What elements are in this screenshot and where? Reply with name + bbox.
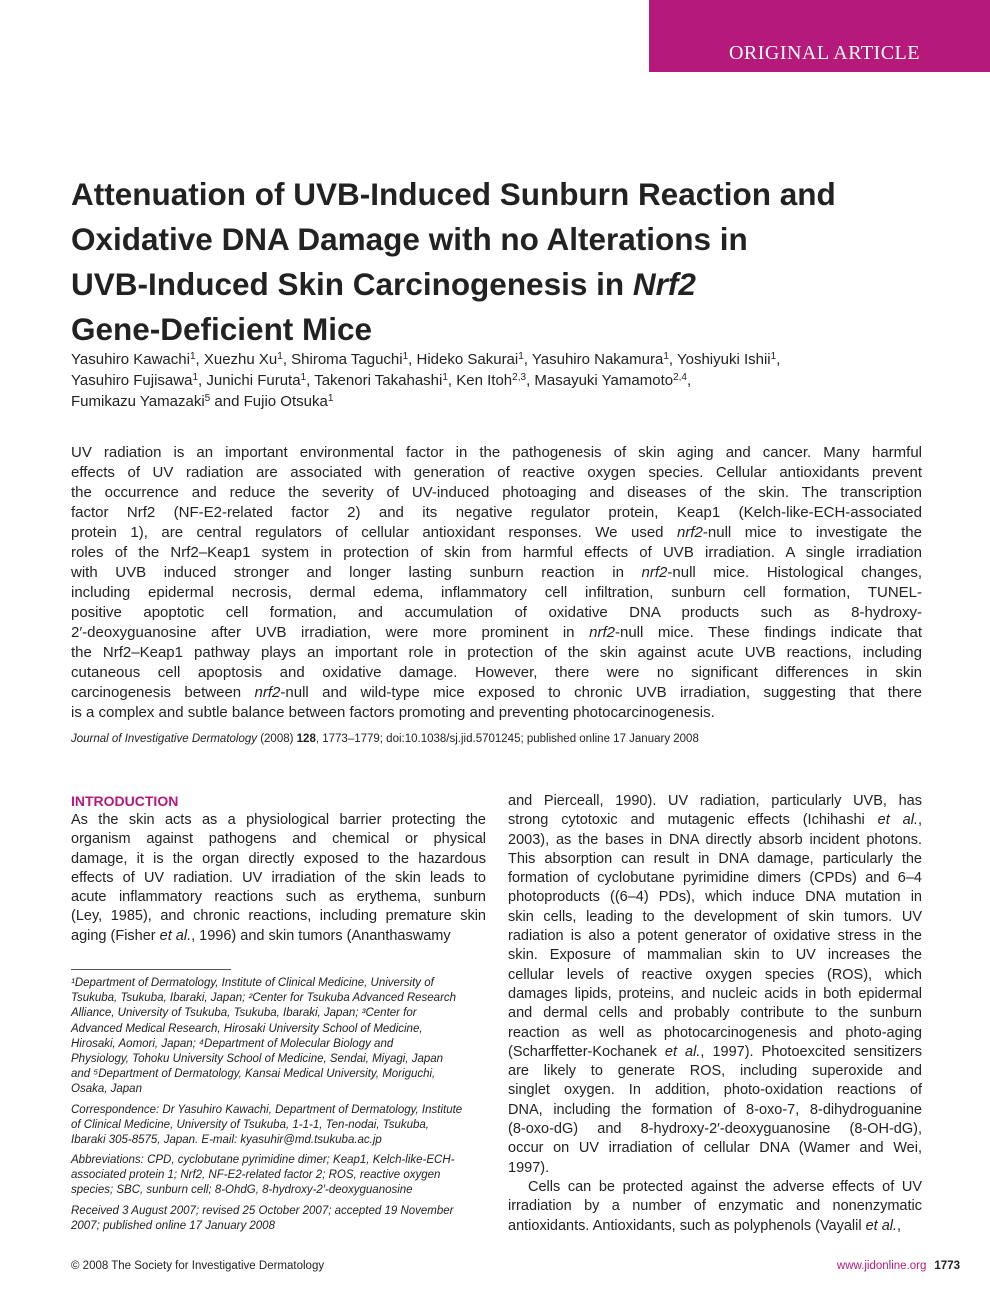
footnote-line: 2007; published online 17 January 2008 bbox=[71, 1219, 275, 1232]
footnote-line: Correspondence: Dr Yasuhiro Kawachi, Department of Dermatology, Institute bbox=[71, 1103, 463, 1116]
body-text-line: organism against pathogens and chemical or physical bbox=[71, 831, 486, 848]
abstract-line: factor Nrf2 (NF-E2-related factor 2) and its negative regulator protein, Keap1 (Kelch-like-ECH-associated bbox=[71, 504, 922, 521]
body-text-line: damage, it is the organ directly exposed to the hazardous bbox=[71, 850, 486, 867]
article-type-label: ORIGINAL ARTICLE bbox=[728, 42, 920, 64]
abstract-line: is a complex and subtle balance between factors promoting and preventing photocarcinogenesis. bbox=[71, 704, 715, 721]
author-name: Yasuhiro Fujisawa bbox=[71, 372, 193, 389]
body-text-line: skin cells, leading to the development of skin tumors. UV bbox=[508, 908, 922, 925]
author-affiliation-number: 1 bbox=[518, 351, 524, 362]
citation-details: , 1773–1779; doi:10.1038/sj.jid.5701245; published online 17 January 2008 bbox=[315, 733, 699, 745]
author-name: Xuezhu Xu bbox=[203, 351, 278, 368]
citation-line bbox=[71, 733, 699, 745]
body-text-line: aging (Fisher et al., 1996) and skin tumors (Ananthaswamy bbox=[71, 927, 451, 944]
footnote-line: Osaka, Japan bbox=[71, 1083, 142, 1096]
body-text-line: and Pierceall, 1990). UV radiation, particularly UVB, has bbox=[508, 793, 922, 809]
article-title bbox=[71, 172, 941, 352]
citation-volume: 128 bbox=[296, 733, 316, 745]
abstract-line: the Nrf2–Keap1 pathway plays an important role in protection of the skin against acute UVB reactions, including bbox=[71, 644, 922, 661]
title-line-3: UVB-Induced Skin Carcinogenesis in bbox=[71, 266, 633, 302]
body-text-line: and dermal cells and probably contribute to the sunburn bbox=[508, 1005, 922, 1022]
footnote-line: associated protein 1; Nrf2, NF-E2-related factor 2; ROS, reactive oxygen bbox=[71, 1169, 441, 1182]
body-text-line: antioxidants. Antioxidants, such as polyphenols (Vayalil et al., bbox=[508, 1217, 902, 1234]
body-text-line: irradiation by a number of enzymatic and nonenzymatic bbox=[508, 1198, 922, 1215]
body-text-line: effects of UV radiation. UV irradiation of the skin leads to bbox=[71, 869, 486, 886]
footnote-divider bbox=[71, 969, 231, 970]
body-text-line: Cells can be protected against the adverse effects of UV bbox=[528, 1178, 922, 1195]
body-text-line: acute inflammatory reactions such as erythema, sunburn bbox=[71, 889, 486, 906]
abstract bbox=[71, 443, 922, 723]
author-list bbox=[71, 349, 931, 412]
author-affiliation-number: 1 bbox=[663, 351, 669, 362]
author-name: Fujio Otsuka bbox=[243, 393, 328, 410]
author-affiliation-number: 1 bbox=[277, 351, 283, 362]
abstract-line: with UVB induced stronger and longer lasting sunburn reaction in nrf2-null mice. Histological changes, bbox=[71, 564, 923, 581]
author-name: Junichi Furuta bbox=[206, 372, 301, 389]
journal-url-link[interactable]: www.jidonline.org bbox=[836, 1260, 927, 1272]
body-text-line: radiation is also a potent generator of oxidative stress in the bbox=[508, 928, 922, 945]
author-name: Takenori Takahashi bbox=[314, 372, 443, 389]
copyright-notice: © 2008 The Society for Investigative Dermatology bbox=[71, 1260, 325, 1272]
body-text-line: occur on UV irradiation of cellular DNA (Wamer and Wei, bbox=[508, 1140, 922, 1157]
author-line: Fumikazu Yamazaki$^5$ and Fujio Otsuka$^1$ bbox=[71, 393, 334, 410]
footnote-line: ¹Department of Dermatology, Institute of Clinical Medicine, University of bbox=[71, 977, 434, 989]
introduction-right-paragraph-2 bbox=[508, 1178, 922, 1236]
author-affiliation-number: 1 bbox=[189, 351, 196, 362]
author-name: Hideko Sakurai bbox=[416, 351, 519, 368]
abstract-line: positive apoptotic cell formation, and accumulation of oxidative DNA products such as 8-hydroxy- bbox=[71, 604, 922, 621]
body-text-line: cellular levels of reactive oxygen species (ROS), which bbox=[508, 966, 922, 983]
author-affiliation-number: 2,4 bbox=[673, 372, 687, 383]
body-text-line: This absorption can result in DNA damage, particularly the bbox=[508, 850, 922, 867]
abstract-line: carcinogenesis between nrf2-null and wild-type mice exposed to chronic UVB irradiation, suggesting that there bbox=[71, 684, 922, 701]
footnote-line: Received 3 August 2007; revised 25 October 2007; accepted 19 November bbox=[71, 1204, 454, 1217]
body-text-line: are likely to generate ROS, including superoxide and bbox=[508, 1063, 922, 1080]
author-affiliation-number: 1 bbox=[327, 393, 334, 404]
footnote-line: Tsukuba, Tsukuba, Ibaraki, Japan; ²Center for Tsukuba Advanced Research bbox=[71, 992, 457, 1005]
footnote-line: species; SBC, sunburn cell; 8-OhdG, 8-hydroxy-2′-deoxyguanosine bbox=[71, 1184, 413, 1197]
author-name: Shiroma Taguchi bbox=[291, 351, 403, 368]
introduction-left-text bbox=[71, 811, 486, 946]
body-text-line: 1997). bbox=[508, 1159, 550, 1176]
body-text-line: reaction as well as photocarcinogenesis and photo-aging bbox=[508, 1024, 922, 1041]
body-text-line: singlet oxygen. In addition, photo-oxidation reactions of bbox=[508, 1082, 922, 1099]
abstract-line: including epidermal necrosis, dermal edema, inflammatory cell infiltration, sunburn cell formation, TUNEL- bbox=[71, 584, 922, 601]
author-affiliation-number: 1 bbox=[402, 351, 409, 362]
citation-year: (2008) bbox=[257, 733, 297, 745]
section-heading-introduction: INTRODUCTION bbox=[71, 793, 179, 809]
author-name: Yasuhiro Nakamura bbox=[531, 351, 664, 368]
title-line-2: Oxidative DNA Damage with no Alterations in bbox=[71, 221, 748, 257]
body-text-line: damages lipids, proteins, and nucleic acids in both epidermal bbox=[508, 985, 922, 1002]
body-text-line: skin. Exposure of mammalian skin to UV increases the bbox=[508, 947, 922, 964]
author-affiliation-number: 1 bbox=[300, 372, 307, 383]
abstract-line: UV radiation is an important environmental factor in the pathogenesis of skin aging and cancer. Many harmful bbox=[71, 444, 922, 461]
abstract-line: cutaneous cell apoptosis and oxidative damage. However, there were no significant differences in skin bbox=[71, 664, 922, 681]
correspondence bbox=[71, 1103, 487, 1149]
abstract-line: protein 1), are central regulators of cellular antioxidant responses. We used nrf2-null mice to investigate the bbox=[71, 524, 922, 541]
author-affiliation-number: 1 bbox=[442, 372, 448, 383]
body-text-line: (Scharffetter-Kochanek et al., 1997). Photoexcited sensitizers bbox=[508, 1043, 923, 1060]
body-text-line: (Ley, 1985), and chronic reactions, including premature skin bbox=[71, 908, 486, 925]
citation-journal: Journal of Investigative Dermatology bbox=[71, 733, 258, 745]
body-text-line: As the skin acts as a physiological barrier protecting the bbox=[71, 812, 486, 828]
footnote-line: Ibaraki 305-8575, Japan. E-mail: kyasuhir@md.tsukuba.ac.jp bbox=[71, 1133, 382, 1146]
body-text-line: photoproducts ((6–4) PDs), which induce DNA mutation in bbox=[508, 889, 922, 906]
received-dates bbox=[71, 1204, 487, 1234]
author-name: Ken Itoh bbox=[456, 372, 513, 389]
right-column bbox=[508, 792, 922, 1236]
author-affiliation-number: 2,3 bbox=[512, 372, 527, 383]
body-text-line: (8-oxo-dG) and 8-hydroxy-2′-deoxyguanosine (8-OH-dG), bbox=[508, 1121, 922, 1138]
author-name: Masayuki Yamamoto bbox=[534, 372, 674, 389]
page-footer bbox=[837, 1260, 960, 1272]
footnote-line: Abbreviations: CPD, cyclobutane pyrimidine dimer; Keap1, Kelch-like-ECH- bbox=[71, 1154, 455, 1167]
author-name: Yasuhiro Kawachi bbox=[71, 351, 190, 368]
author-line: Yasuhiro Fujisawa$^1$, Junichi Furuta$^1$, Takenori Takahashi$^1$, Ken Itoh$^{2,3}$, Masayuki Yamamoto$^{2,4}$, bbox=[71, 372, 692, 389]
abstract-line: effects of UV radiation are associated with generation of reactive oxygen species. Cellular antioxidants prevent bbox=[71, 464, 922, 481]
footnote-line: Hirosaki, Aomori, Japan; ⁴Department of Molecular Biology and bbox=[71, 1037, 394, 1050]
author-line: Yasuhiro Kawachi$^1$, Xuezhu Xu$^1$, Shiroma Taguchi$^1$, Hideko Sakurai$^1$, Yasuhiro Nakamura$^1$, Yoshiyuki Ishii$^1$, bbox=[71, 351, 781, 368]
page-number: 1773 bbox=[934, 1260, 960, 1272]
body-text-line: formation of cyclobutane pyrimidine dimers (CPDs) and 6–4 bbox=[508, 870, 922, 887]
title-gene-name: Nrf2 bbox=[632, 266, 696, 302]
author-name: Fumikazu Yamazaki bbox=[71, 393, 205, 410]
footnote-line: Physiology, Tohoku University School of Medicine, Sendai, Miyagi, Japan bbox=[71, 1052, 444, 1065]
introduction-right-text bbox=[508, 792, 922, 1178]
footnote-line: Advanced Medical Research, Hirosaki University School of Medicine, bbox=[71, 1022, 423, 1035]
title-line-1: Attenuation of UVB-Induced Sunburn Reaction and bbox=[71, 176, 836, 212]
body-text-line: DNA, including the formation of 8-oxo-7, 8-dihydroguanine bbox=[508, 1101, 922, 1118]
footnote-line: of Clinical Medicine, University of Tsukuba, 1-1-1, Ten-nodai, Tsukuba, bbox=[71, 1118, 429, 1131]
title-line-4: Gene-Deficient Mice bbox=[71, 311, 373, 347]
body-text-line: 2003), as the bases in DNA directly absorb incident photons. bbox=[508, 831, 922, 848]
abbreviations bbox=[71, 1153, 487, 1199]
author-affiliation-number: 1 bbox=[192, 372, 199, 383]
abstract-line: the occurrence and reduce the severity of UV-induced photoaging and diseases of the skin. The transcription bbox=[71, 484, 922, 501]
footnote-line: and ⁵Department of Dermatology, Kansai Medical University, Moriguchi, bbox=[71, 1068, 436, 1081]
author-name: Yoshiyuki Ishii bbox=[676, 351, 771, 368]
author-affiliation-number: 5 bbox=[204, 393, 211, 404]
body-text-line: strong cytotoxic and mutagenic effects (Ichihashi et al., bbox=[508, 812, 923, 829]
article-type-banner bbox=[649, 0, 990, 72]
left-column bbox=[71, 792, 486, 946]
abstract-line: 2′-deoxyguanosine after UVB irradiation, were more prominent in nrf2-null mice. These findings indicate that bbox=[71, 624, 922, 641]
abstract-line: roles of the Nrf2–Keap1 system in protection of skin from harmful effects of UVB irradiation. A single irradiation bbox=[71, 544, 922, 561]
author-affiliation-number: 1 bbox=[770, 351, 777, 362]
footnote-line: Alliance, University of Tsukuba, Tsukuba, Ibaraki, Japan; ³Center for bbox=[71, 1007, 417, 1020]
footnotes bbox=[71, 976, 487, 1239]
affiliations bbox=[71, 976, 487, 1098]
